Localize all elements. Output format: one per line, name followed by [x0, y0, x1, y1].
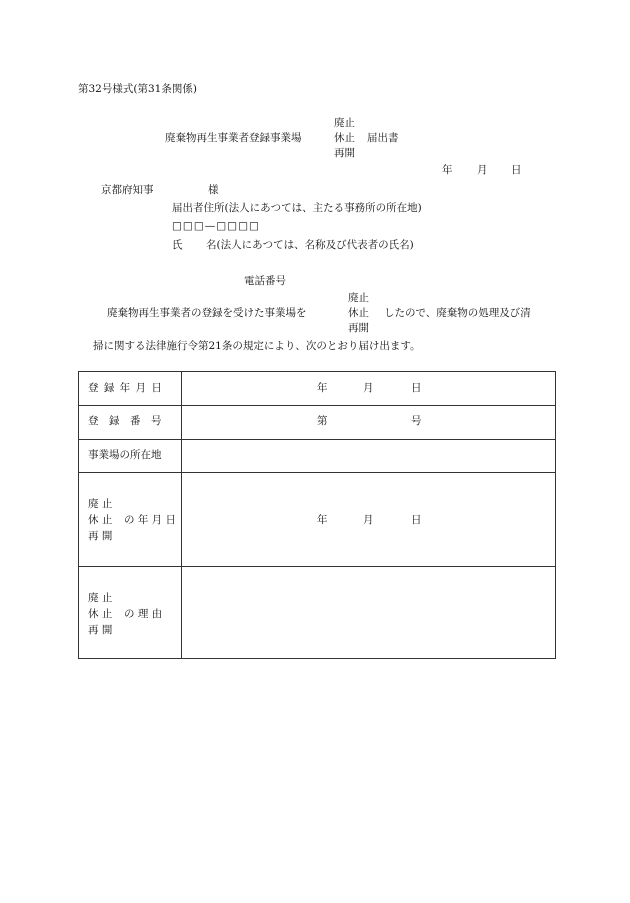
body-option-kyushi: 休止: [348, 307, 369, 319]
row-change-date-option-haishi: 廃 止: [88, 498, 113, 510]
notifier-name-label-b: 名(法人にあつては、名称及び代表者の氏名): [206, 239, 414, 251]
row-registration-number-prefix[interactable]: 第: [317, 415, 328, 427]
row-registration-date-year[interactable]: 年: [317, 382, 328, 394]
body-line1-after: したので、廃棄物の処理及び清: [384, 307, 531, 319]
row-change-date-option-saikai: 再 開: [88, 530, 113, 542]
title-option-kyushi: 休止: [334, 132, 355, 144]
row-registration-date-day[interactable]: 日: [411, 382, 422, 394]
row-change-date-day[interactable]: 日: [411, 514, 422, 526]
date-year: 年: [442, 164, 453, 176]
table-row-divider: [79, 405, 555, 406]
table-row-divider: [79, 566, 555, 567]
date-day: 日: [511, 164, 522, 176]
addressee-name: 京都府知事: [101, 184, 154, 196]
body-option-haishi: 廃止: [348, 292, 369, 304]
table-row-divider: [79, 439, 555, 440]
row-reason-option-haishi: 廃 止: [88, 592, 113, 604]
addressee-honorific: 様: [208, 184, 219, 196]
table-row-divider: [79, 472, 555, 473]
body-option-saikai: 再開: [348, 322, 369, 334]
row-change-date-suffix: の 年 月 日: [124, 514, 177, 526]
title-prefix: 廃棄物再生事業者登録事業場: [165, 132, 302, 144]
notifier-address-label: 届出者住所(法人にあつては、主たる事務所の所在地): [172, 202, 422, 214]
phone-label: 電話番号: [244, 275, 286, 287]
row-reason-suffix: の 理 由: [124, 608, 163, 620]
row-site-address-value[interactable]: [191, 448, 547, 463]
row-registration-number-suffix[interactable]: 号: [411, 415, 422, 427]
row-change-date-option-kyushi: 休 止: [88, 514, 113, 526]
form-number: 第32号様式(第31条関係): [78, 83, 197, 95]
notifier-name-label-a: 氏: [172, 239, 183, 251]
row-registration-date-label: 登 録 年 月 日: [88, 382, 163, 394]
row-reason-option-kyushi: 休 止: [88, 608, 113, 620]
row-reason-value[interactable]: [191, 577, 547, 649]
row-change-date-year[interactable]: 年: [317, 514, 328, 526]
row-reason-option-saikai: 再 開: [88, 624, 113, 636]
date-month: 月: [477, 164, 488, 176]
table-column-divider: [181, 372, 182, 658]
row-site-address-label: 事業場の所在地: [88, 449, 162, 461]
title-option-saikai: 再開: [334, 147, 355, 159]
title-suffix: 届出書: [367, 132, 399, 144]
body-line1-before: 廃棄物再生事業者の登録を受けた事業場を: [107, 307, 307, 319]
postal-code-boxes: □□□—□□□□: [172, 220, 260, 232]
title-option-haishi: 廃止: [334, 117, 355, 129]
body-line2: 掃に関する法律施行令第21条の規定により、次のとおり届け出ます。: [93, 340, 421, 352]
row-registration-date-month[interactable]: 月: [363, 382, 374, 394]
row-registration-number-label: 登 録 番 号: [88, 415, 162, 427]
row-change-date-month[interactable]: 月: [363, 514, 374, 526]
registration-table: [78, 371, 556, 659]
